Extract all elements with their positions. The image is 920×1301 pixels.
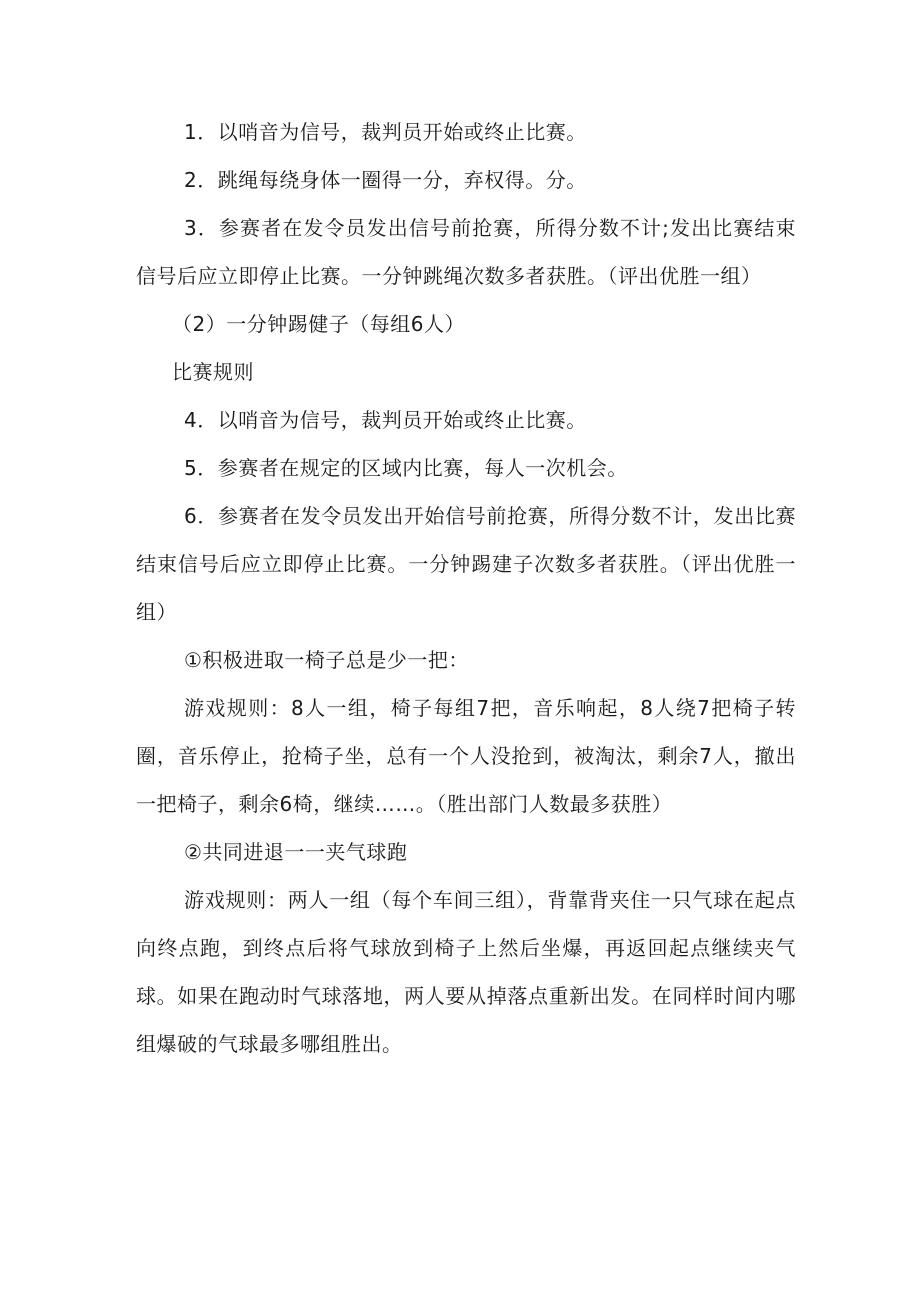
section-heading-shuttlecock: （2）一分钟踢健子（每组6人） [172,312,465,336]
game-heading-chairs: ①积极进取一椅子总是少一把： [184,648,469,672]
rule-item-2: 2．跳绳每绕身体一圈得一分，弃权得。分。 [184,168,587,192]
game-rules-balloon: 游戏规则：两人一组（每个车间三组），背靠背夹住一只气球在起点向终点跑，到终点后将气球放到椅子上然后坐爆，再返回起点继续夹气球。如果在跑动时气球落地，两人要从掉落点重新出发。在同样时间内哪组爆破的气球最多哪组胜出。 [136,888,796,1056]
document-body [136,108,796,1068]
rule-item-1: 1．以哨音为信号，裁判员开始或终止比赛。 [184,120,587,144]
section-heading-rules: 比赛规则 [172,360,254,384]
rule-item-3: 3．参赛者在发令员发出信号前抢赛，所得分数不计;发出比赛结束信号后应立即停止比赛。一分钟跳绳次数多者获胜。（评出优胜一组） [136,216,796,288]
rule-item-4: 4．以哨音为信号，裁判员开始或终止比赛。 [184,408,587,432]
rule-item-5: 5．参赛者在规定的区域内比赛，每人一次机会。 [184,456,628,480]
rule-item-6: 6．参赛者在发令员发出开始信号前抢赛，所得分数不计，发出比赛结束信号后应立即停止比赛。一分钟踢建子次数多者获胜。（评出优胜一组） [136,504,796,624]
game-rules-chairs: 游戏规则：8人一组，椅子每组7把，音乐响起，8人绕7把椅子转圈，音乐停止，抢椅子坐，总有一个人没抢到，被淘汰，剩余7人，撤出一把椅子，剩余6椅，继续……。（胜出部门人数最多获胜） [136,696,796,816]
game-heading-balloon: ②共同进退一一夹气球跑 [184,840,408,864]
